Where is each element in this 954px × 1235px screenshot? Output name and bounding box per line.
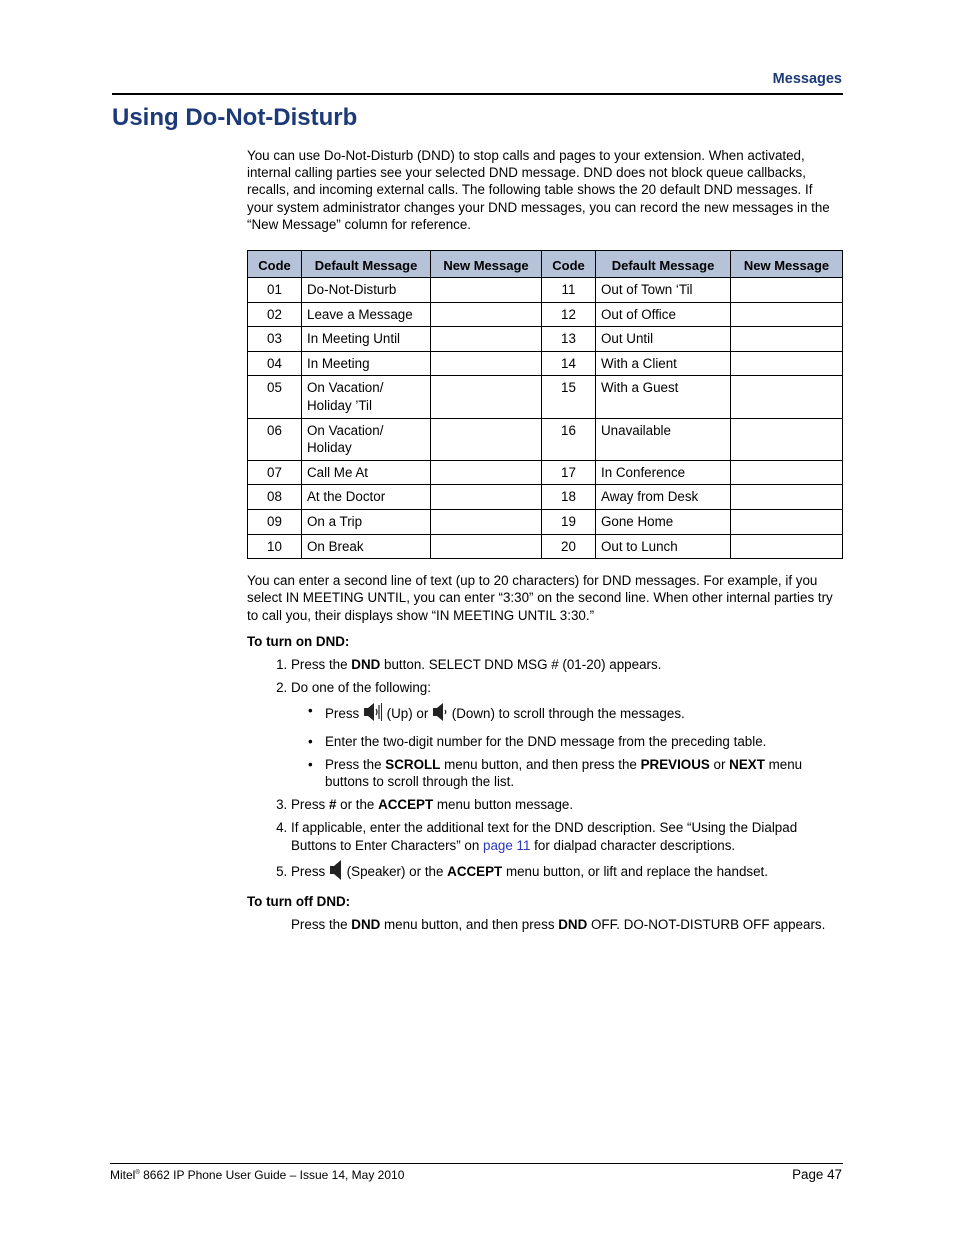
next-key-label: NEXT <box>729 756 765 772</box>
step-text: Press the <box>291 917 352 933</box>
new-message-cell <box>731 302 843 327</box>
new-message-cell <box>431 278 542 303</box>
table-row <box>248 418 843 460</box>
header-section-title: Messages <box>772 71 842 87</box>
table-row <box>248 302 843 327</box>
volume-up-icon <box>363 702 383 726</box>
table-row <box>248 351 843 376</box>
previous-key-label: PREVIOUS <box>640 756 710 772</box>
new-message-cell <box>431 534 542 559</box>
page-title: Using Do-Not-Disturb <box>112 104 358 131</box>
code-cell: 07 <box>248 460 302 485</box>
code-cell: 20 <box>542 534 596 559</box>
code-cell: 18 <box>542 485 596 510</box>
default-message-cell: Out of Office <box>596 302 731 327</box>
default-message-cell: Do-Not-Disturb <box>302 278 431 303</box>
step-2 <box>291 679 842 790</box>
turn-off-instructions <box>291 916 842 933</box>
dnd-key-label: DND <box>558 917 588 933</box>
code-cell: 01 <box>248 278 302 303</box>
new-message-cell <box>731 485 843 510</box>
default-message-cell: In Conference <box>596 460 731 485</box>
turn-on-steps <box>247 656 842 884</box>
table-row <box>248 460 843 485</box>
new-message-cell <box>731 418 843 460</box>
new-message-cell <box>731 327 843 352</box>
new-message-cell <box>431 509 542 534</box>
bullet-text: or <box>709 756 730 772</box>
default-message-cell: Out of Town ‘Til <box>596 278 731 303</box>
step-text: menu button message. <box>433 797 574 813</box>
page-11-link[interactable]: page 11 <box>483 837 531 853</box>
default-message-cell: On Vacation/ Holiday <box>302 418 431 460</box>
table-row <box>248 327 843 352</box>
step-4 <box>291 819 842 853</box>
bullet-text: (Up) or <box>382 706 433 722</box>
default-message-cell: Out to Lunch <box>596 534 731 559</box>
new-message-cell <box>431 327 542 352</box>
code-cell: 19 <box>542 509 596 534</box>
default-message-cell: Leave a Message <box>302 302 431 327</box>
scroll-key-label: SCROLL <box>385 756 441 772</box>
col-header-default-message: Default Message <box>302 251 431 278</box>
step-3 <box>291 796 842 813</box>
code-cell: 10 <box>248 534 302 559</box>
footer-guide-title <box>110 1168 404 1182</box>
new-message-cell <box>731 376 843 418</box>
dnd-key-label: DND <box>351 917 381 933</box>
speaker-icon <box>329 860 343 884</box>
new-message-cell <box>431 418 542 460</box>
default-message-cell: On a Trip <box>302 509 431 534</box>
main-content <box>247 147 842 933</box>
bullet-text: (Down) to scroll through the messages. <box>448 706 685 722</box>
accept-key-label: ACCEPT <box>378 797 434 813</box>
table-row <box>248 485 843 510</box>
table-header-row <box>248 251 843 278</box>
default-message-cell: On Vacation/ Holiday ’Til <box>302 376 431 418</box>
second-line-paragraph: You can enter a second line of text (up to 20 characters) for DND messages. For example, if you select IN MEETING UNTIL, you can enter “3:30” on the second line. When other internal parties try to call you, their displays show “IN MEETING UNTIL 3:30.” <box>247 573 833 623</box>
step-text: Press <box>291 863 329 879</box>
footer-guide-text: 8662 IP Phone User Guide – Issue 14, May 2010 <box>139 1168 405 1182</box>
code-cell: 02 <box>248 302 302 327</box>
bullet-text: Press <box>325 706 363 722</box>
new-message-cell <box>431 302 542 327</box>
accept-key-label: ACCEPT <box>447 863 503 879</box>
new-message-cell <box>431 460 542 485</box>
default-message-cell: Away from Desk <box>596 485 731 510</box>
col-header-code: Code <box>248 251 302 278</box>
col-header-code: Code <box>542 251 596 278</box>
step-text: Do one of the following: <box>291 680 431 696</box>
header-rule <box>112 93 843 95</box>
page-number: Page 47 <box>792 1167 842 1182</box>
table-row <box>248 534 843 559</box>
intro-paragraph: You can use Do-Not-Disturb (DND) to stop calls and pages to your extension. When activated, internal calling parties see your selected DND message. DND does not block queue callbacks, recalls, and incoming external calls. The following table shows the 20 default DND messages. If your system administrator changes your DND messages, you can record the new messages in the “New Message” column for reference. <box>247 148 830 232</box>
default-message-cell: With a Guest <box>596 376 731 418</box>
dnd-messages-table <box>247 250 843 559</box>
code-cell: 04 <box>248 351 302 376</box>
table-body <box>248 278 843 559</box>
default-message-cell: Out Until <box>596 327 731 352</box>
col-header-new-message: New Message <box>431 251 542 278</box>
table-row <box>248 509 843 534</box>
step-text: button. SELECT DND MSG # (01-20) appears. <box>380 656 662 672</box>
footer-brand: Mitel <box>110 1168 136 1182</box>
new-message-cell <box>731 534 843 559</box>
code-cell: 03 <box>248 327 302 352</box>
code-cell: 06 <box>248 418 302 460</box>
code-cell: 08 <box>248 485 302 510</box>
new-message-cell <box>431 376 542 418</box>
step-5 <box>291 860 842 884</box>
step-text: Press the <box>291 656 352 672</box>
code-cell: 12 <box>542 302 596 327</box>
bullet-volume-keys <box>325 702 842 726</box>
default-message-cell: Unavailable <box>596 418 731 460</box>
default-message-cell: On Break <box>302 534 431 559</box>
default-message-cell: Gone Home <box>596 509 731 534</box>
bullet-text: Press the <box>325 756 386 772</box>
col-header-default-message: Default Message <box>596 251 731 278</box>
step-text: for dialpad character descriptions. <box>530 837 736 853</box>
code-cell: 11 <box>542 278 596 303</box>
step-1 <box>291 656 842 673</box>
table-row <box>248 278 843 303</box>
new-message-cell <box>731 351 843 376</box>
step-text: or the <box>336 797 379 813</box>
code-cell: 16 <box>542 418 596 460</box>
pound-key-label: # <box>328 797 337 813</box>
bullet-text: menu button, and then press the <box>440 756 641 772</box>
table-row <box>248 376 843 418</box>
bullet-two-digit: • Enter the two-digit number for the DND message from the preceding table. <box>325 733 842 750</box>
turn-off-heading: To turn off DND: <box>247 893 351 909</box>
bullet-scroll-button <box>325 756 842 790</box>
new-message-cell <box>731 460 843 485</box>
new-message-cell <box>431 485 542 510</box>
volume-down-icon <box>432 702 448 726</box>
footer-rule <box>110 1163 843 1164</box>
bullet-text: menu buttons to scroll through the list. <box>325 756 803 789</box>
default-message-cell: Call Me At <box>302 460 431 485</box>
scroll-options <box>291 702 842 790</box>
default-message-cell: With a Client <box>596 351 731 376</box>
step-text: (Speaker) or the <box>342 863 448 879</box>
default-message-cell: In Meeting <box>302 351 431 376</box>
new-message-cell <box>431 351 542 376</box>
turn-on-heading: To turn on DND: <box>247 633 350 649</box>
code-cell: 05 <box>248 376 302 418</box>
step-text: If applicable, enter the additional text for the DND description. See “Using the Dialpad Buttons to Enter Characters” on <box>291 820 798 853</box>
dnd-key-label: DND <box>351 656 381 672</box>
step-text: OFF. DO-NOT-DISTURB OFF appears. <box>587 917 826 933</box>
new-message-cell <box>731 278 843 303</box>
registered-mark: ® <box>135 1170 140 1176</box>
code-cell: 13 <box>542 327 596 352</box>
step-text: menu button, and then press <box>380 917 559 933</box>
step-text: menu button, or lift and replace the handset. <box>502 863 768 879</box>
code-cell: 09 <box>248 509 302 534</box>
col-header-new-message: New Message <box>731 251 843 278</box>
default-message-cell: In Meeting Until <box>302 327 431 352</box>
step-text: Press <box>291 797 329 813</box>
code-cell: 14 <box>542 351 596 376</box>
default-message-cell: At the Doctor <box>302 485 431 510</box>
code-cell: 15 <box>542 376 596 418</box>
new-message-cell <box>731 509 843 534</box>
code-cell: 17 <box>542 460 596 485</box>
